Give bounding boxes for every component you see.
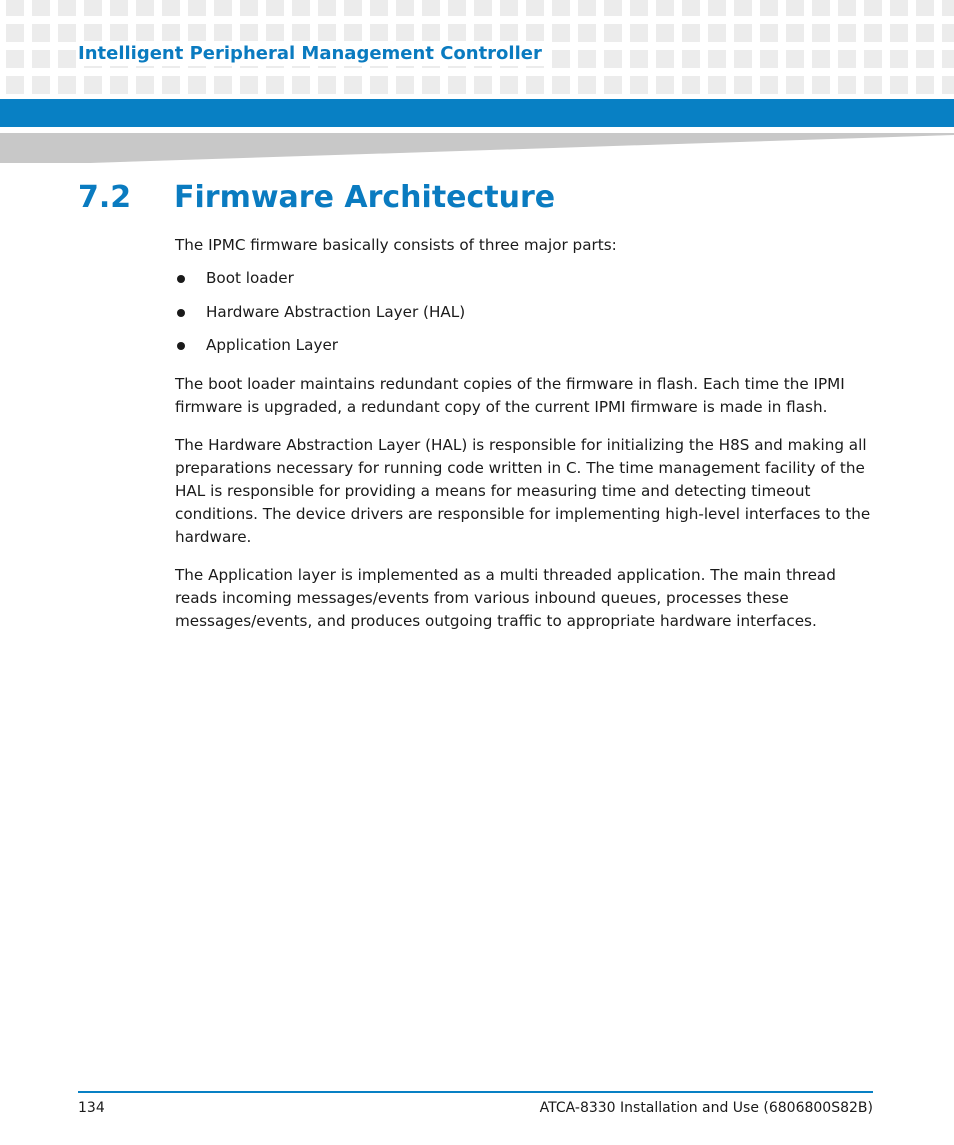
intro-paragraph: The IPMC firmware basically consists of three major parts: bbox=[175, 236, 617, 254]
header-blue-bar bbox=[0, 99, 954, 127]
list-item bbox=[175, 334, 875, 357]
hal-paragraph: The Hardware Abstraction Layer (HAL) is responsible for initializing the H8S and making all preparations necessary for running code written in C. The time management facility of the HAL is responsible for providing a means for measuring time and detecting timeout conditions. The device drivers are responsible for implementing high-level interfaces to the hardware. bbox=[175, 436, 871, 546]
boot-loader-paragraph: The boot loader maintains redundant copies of the firmware in flash. Each time the IPMI firmware is upgraded, a redundant copy of the current IPMI firmware is made in flash. bbox=[175, 375, 845, 416]
body-content bbox=[175, 234, 875, 648]
running-header-title: Intelligent Peripheral Management Controller bbox=[78, 41, 548, 66]
bullet-icon bbox=[177, 275, 185, 283]
parts-list bbox=[175, 267, 875, 357]
list-item bbox=[175, 267, 875, 290]
footer-rule bbox=[78, 1091, 873, 1093]
header-gray-wedge bbox=[0, 133, 954, 163]
page-number: 134 bbox=[78, 1100, 105, 1116]
application-layer-paragraph: The Application layer is implemented as a multi threaded application. The main thread reads incoming messages/events from various inbound queues, processes these messages/events, and produces outgoing traffic to appropriate hardware interfaces. bbox=[175, 566, 836, 630]
document-title: ATCA-8330 Installation and Use (6806800S82B) bbox=[539, 1100, 873, 1116]
section-number: 7.2 bbox=[78, 180, 132, 215]
list-item-label: Hardware Abstraction Layer (HAL) bbox=[206, 302, 466, 321]
list-item-label: Application Layer bbox=[206, 336, 339, 354]
bullet-icon bbox=[177, 342, 185, 350]
section-title: Firmware Architecture bbox=[174, 180, 556, 215]
bullet-icon bbox=[177, 309, 185, 317]
section-heading bbox=[78, 180, 555, 215]
list-item bbox=[175, 301, 875, 324]
list-item-label: Boot loader bbox=[206, 269, 294, 287]
